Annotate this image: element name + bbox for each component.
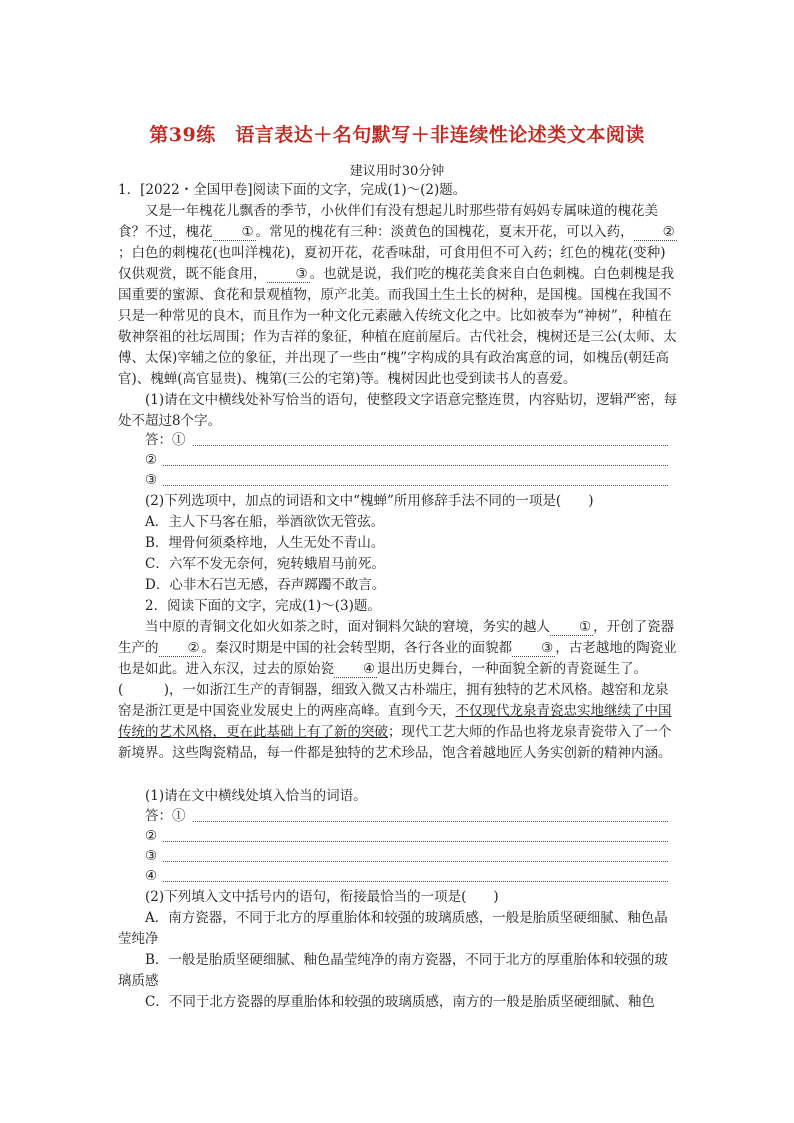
question-2-intro: 2．阅读下面的文字，完成(1)～(3)题。: [145, 598, 381, 614]
answer-underline: [193, 821, 668, 822]
fill-blank-1[interactable]: ①: [213, 224, 256, 241]
answer-underline: [193, 445, 668, 446]
passage-text: 又是一年槐花儿飘香的季节，小伙伴们有没有想起儿时那些带有妈妈专属味道的槐花美食？不过，槐花: [118, 203, 658, 240]
answer-line-1[interactable]: [145, 806, 668, 826]
option-b[interactable]: B．一般是胎质坚硬细腻、釉色晶莹纯净的南方瓷器，不同于北方的厚重胎体和较强的玻璃质感: [118, 952, 668, 989]
question-1-sub-2: (2)下列选项中，加点的词语和文中“槐蝉”所用修辞手法不同的一项是( ): [145, 493, 594, 509]
answer-underline: [163, 881, 668, 882]
answer-label: 答：①: [145, 808, 186, 824]
option-c[interactable]: C．六军不发无奈何，宛转蛾眉马前死。: [145, 556, 385, 572]
option-c[interactable]: C．不同于北方瓷器的厚重胎体和较强的玻璃质感，南方的一般是胎质坚硬细腻、釉色: [145, 994, 655, 1010]
fill-blank-1[interactable]: ①: [550, 619, 593, 636]
answer-line-2[interactable]: [145, 826, 668, 846]
answer-underline: [163, 465, 668, 466]
passage-text: 。也就是说，我们吃的槐花美食来自白色刺槐。白色刺槐是我国重要的蜜源、食花和景观植物，原产北美。而我国土生土长的树种，是国槐。国槐在我国不只是一种常见的良木，而且作为一种文化元素融入传统文化之中。比如被奉为“神树”，种植在敬神祭祖的社坛周围；作为吉祥的象征，种植在庭前屋后。古代社会，槐树还是三公(太师、太傅、太保)宰辅之位的象征，并出现了一些由“槐”字构成的具有政治寓意的词，如槐岳(朝廷高官)、槐蝉(高官显贵)、槐第(三公的宅第)等。槐树因此也受到读书人的喜爱。: [118, 266, 677, 387]
question-2-sub-1: (1)请在文中横线处填入恰当的词语。: [145, 788, 367, 804]
passage-text: 。秦汉时期是中国的社会转型期，各行各业的面貌都: [201, 640, 513, 656]
question-2-sub-2: (2)下列填入文中括号内的语句，衔接最恰当的一项是( ): [145, 889, 499, 905]
fill-blank-4[interactable]: ④: [334, 661, 377, 678]
fill-blank-3[interactable]: ③: [512, 640, 555, 657]
answer-line-3[interactable]: [145, 846, 668, 866]
option-a[interactable]: A．南方瓷器，不同于北方的厚重胎体和较强的玻璃质感，一般是胎质坚硬细腻、釉色晶莹纯净: [118, 910, 668, 947]
question-1-passage: [118, 201, 678, 390]
passage-text: ；白色的刺槐花(也叫洋槐花)，夏初开花，花香味甜，可食用但不可入药；红色的槐花(变种)仅供观赏，既不能食用，: [118, 245, 666, 282]
option-b[interactable]: B．埋骨何须桑梓地，人生无处不青山。: [145, 535, 385, 551]
answer-underline: [163, 485, 668, 486]
fill-blank-2[interactable]: ②: [634, 224, 677, 241]
passage-text: 。常见的槐花有三种：淡黄色的国槐花，夏末开花，可以入药，: [255, 224, 634, 240]
fill-blank-3[interactable]: ③: [267, 266, 310, 283]
underlined-sentence: 不仅现代龙泉青瓷忠实地继续了中国传统的艺术风格，更在此基础上有了新的突破: [118, 703, 672, 740]
question-2-passage: [118, 617, 678, 764]
answer-line-1[interactable]: [145, 430, 668, 450]
answer-underline: [163, 841, 668, 842]
answer-label: 答：①: [145, 432, 186, 448]
passage-text: ，开创了瓷器生产的: [118, 619, 675, 656]
passage-text: 退出历史舞台，一种面貌全新的青瓷诞生了。( )，一如浙江生产的青铜器，细致入微又古朴端庄，拥有独特的艺术风格。越窑和龙泉窑是浙江更是中国瓷业发展史上的两座高峰。直到今天，: [118, 661, 669, 719]
passage-text: ；现代工艺大师的作品也将龙泉青瓷带入了一个新境界。这些陶瓷精品，每一件都是独特的艺术珍品，饱含着越地匠人务实创新的精神内涵。: [118, 724, 672, 761]
answer-line-4[interactable]: [145, 866, 668, 886]
question-1-sub-1: (1)请在文中横线处补写恰当的语句，使整段文字语意完整连贯，内容贴切，逻辑严密，每处不超过8个字。: [118, 392, 678, 429]
answer-mark: ②: [145, 452, 158, 468]
question-1-intro: 1．[2022・全国甲卷]阅读下面的文字，完成(1)～(2)题。: [118, 182, 467, 198]
answer-line-2[interactable]: [145, 450, 668, 470]
answer-mark: ④: [145, 868, 158, 884]
answer-mark: ③: [145, 472, 158, 488]
fill-blank-2[interactable]: ②: [159, 640, 202, 657]
answer-mark: ②: [145, 828, 158, 844]
option-a[interactable]: A．主人下马客在船，举酒欲饮无管弦。: [145, 514, 385, 530]
passage-text: 当中原的青铜文化如火如荼之时，面对铜料欠缺的窘境，务实的越人: [145, 619, 550, 635]
time-suggestion: 建议用时30分钟: [349, 164, 445, 179]
answer-mark: ③: [145, 848, 158, 864]
page-title: 第39练 语言表达＋名句默写＋非连续性论述类文本阅读: [149, 124, 645, 146]
answer-underline: [163, 861, 668, 862]
passage-text: ，古老越地的陶瓷业也是如此。进入东汉，过去的原始瓷: [118, 640, 677, 677]
option-d[interactable]: D．心非木石岂无感，吞声踯躅不敢言。: [145, 577, 386, 593]
answer-line-3[interactable]: [145, 470, 668, 490]
